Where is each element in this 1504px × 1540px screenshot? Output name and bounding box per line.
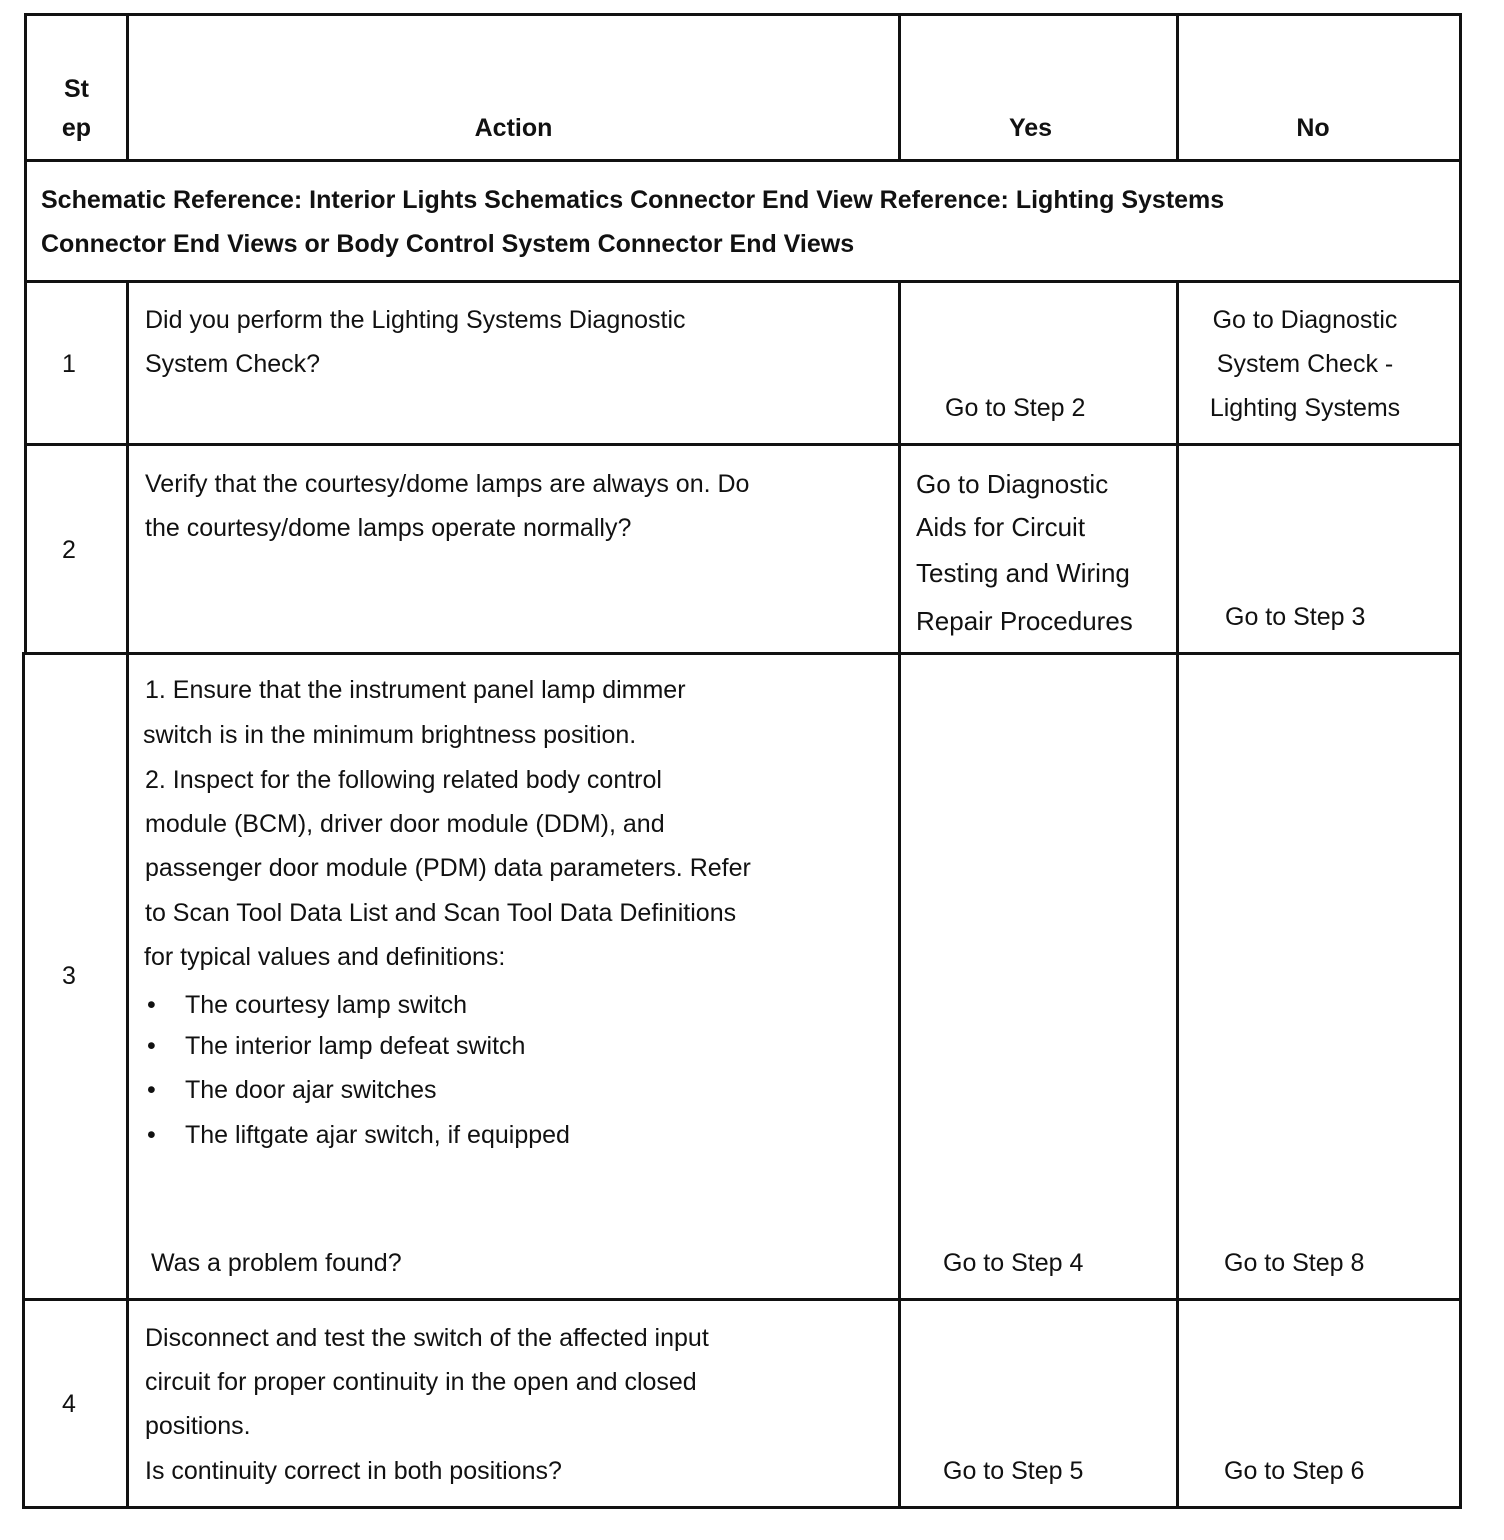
bullet-icon: • bbox=[147, 1032, 156, 1060]
col-divider-yes bbox=[1176, 280, 1179, 1509]
row-1-divider bbox=[24, 443, 1462, 446]
list-item bbox=[147, 1024, 847, 1068]
row-4-step: 4 bbox=[62, 1390, 76, 1418]
row-3-action-line7: for typical values and definitions: bbox=[144, 943, 506, 971]
bullet-text: The interior lamp defeat switch bbox=[185, 1032, 526, 1060]
header-no: No bbox=[1296, 114, 1330, 142]
row-2-yes-line1: Go to Diagnostic bbox=[916, 469, 1109, 499]
row-4-action-line4: Is continuity correct in both positions? bbox=[145, 1457, 562, 1485]
schematic-reference-line1: Schematic Reference: Interior Lights Schematics Connector End View Reference: Lighting Systems bbox=[41, 186, 1225, 214]
row-3-no: Go to Step 8 bbox=[1224, 1249, 1365, 1277]
header-action: Action bbox=[474, 114, 553, 142]
header-step-line2: ep bbox=[61, 114, 92, 142]
list-item bbox=[147, 1068, 847, 1112]
row-2-no: Go to Step 3 bbox=[1225, 603, 1366, 631]
row-2-yes-line2: Aids for Circuit bbox=[916, 512, 1086, 542]
row-1-yes: Go to Step 2 bbox=[945, 394, 1086, 422]
row-3-action-line5: passenger door module (PDM) data parameters. Refer bbox=[145, 854, 751, 882]
bullet-icon: • bbox=[147, 1121, 156, 1149]
row-2-step: 2 bbox=[62, 536, 76, 564]
row-1-step: 1 bbox=[62, 350, 76, 378]
row-1-action-line2: System Check? bbox=[145, 350, 321, 378]
table-border-left-lower bbox=[22, 652, 25, 1509]
row-2-divider bbox=[22, 652, 1462, 655]
bullet-text: The liftgate ajar switch, if equipped bbox=[185, 1121, 570, 1149]
table-border-bottom bbox=[22, 1506, 1462, 1509]
header-divider bbox=[24, 159, 1462, 162]
col-divider-step bbox=[126, 280, 129, 1509]
row-3-action-line1: 1. Ensure that the instrument panel lamp dimmer bbox=[145, 676, 686, 704]
row-3-yes: Go to Step 4 bbox=[943, 1249, 1084, 1277]
row-1-no-line3: Lighting Systems bbox=[1209, 394, 1401, 422]
row-2-yes-line4: Repair Procedures bbox=[916, 606, 1133, 636]
header-step-line1: St bbox=[64, 75, 89, 103]
row-3-action-line4: module (BCM), driver door module (DDM), and bbox=[145, 810, 665, 838]
row-3-action-line2: switch is in the minimum brightness position. bbox=[143, 721, 637, 749]
row-3-divider bbox=[22, 1298, 1462, 1301]
row-3-action-line3: 2. Inspect for the following related body control bbox=[145, 766, 662, 794]
row-1-action-line1: Did you perform the Lighting Systems Diagnostic bbox=[145, 306, 686, 334]
list-item bbox=[147, 1113, 847, 1157]
row-4-action-line2: circuit for proper continuity in the open and closed bbox=[145, 1368, 697, 1396]
reference-divider bbox=[24, 280, 1462, 283]
list-item bbox=[147, 983, 847, 1027]
bullet-text: The door ajar switches bbox=[185, 1076, 437, 1104]
header-yes: Yes bbox=[1008, 114, 1053, 142]
row-2-action-line2: the courtesy/dome lamps operate normally? bbox=[145, 514, 632, 542]
schematic-reference-line2: Connector End Views or Body Control System Connector End Views bbox=[41, 230, 855, 258]
row-3-question: Was a problem found? bbox=[151, 1249, 402, 1277]
bullet-icon: • bbox=[147, 1076, 156, 1104]
bullet-icon: • bbox=[147, 991, 156, 1019]
row-1-no-line2: System Check - bbox=[1216, 350, 1394, 378]
row-4-yes: Go to Step 5 bbox=[943, 1457, 1084, 1485]
row-2-action-line1: Verify that the courtesy/dome lamps are always on. Do bbox=[145, 470, 750, 498]
row-1-no-line1: Go to Diagnostic bbox=[1212, 306, 1398, 334]
row-4-action-line3: positions. bbox=[145, 1412, 251, 1440]
table-border-top bbox=[24, 13, 1462, 16]
row-2-yes-line3: Testing and Wiring bbox=[916, 558, 1130, 588]
col-divider-action bbox=[898, 280, 901, 1509]
table-border-right bbox=[1459, 13, 1462, 1509]
row-3-step: 3 bbox=[62, 962, 76, 990]
row-4-action-line1: Disconnect and test the switch of the affected input bbox=[145, 1324, 709, 1352]
bullet-text: The courtesy lamp switch bbox=[185, 991, 468, 1019]
row-4-no: Go to Step 6 bbox=[1224, 1457, 1365, 1485]
row-3-action-line6: to Scan Tool Data List and Scan Tool Data Definitions bbox=[145, 899, 737, 927]
